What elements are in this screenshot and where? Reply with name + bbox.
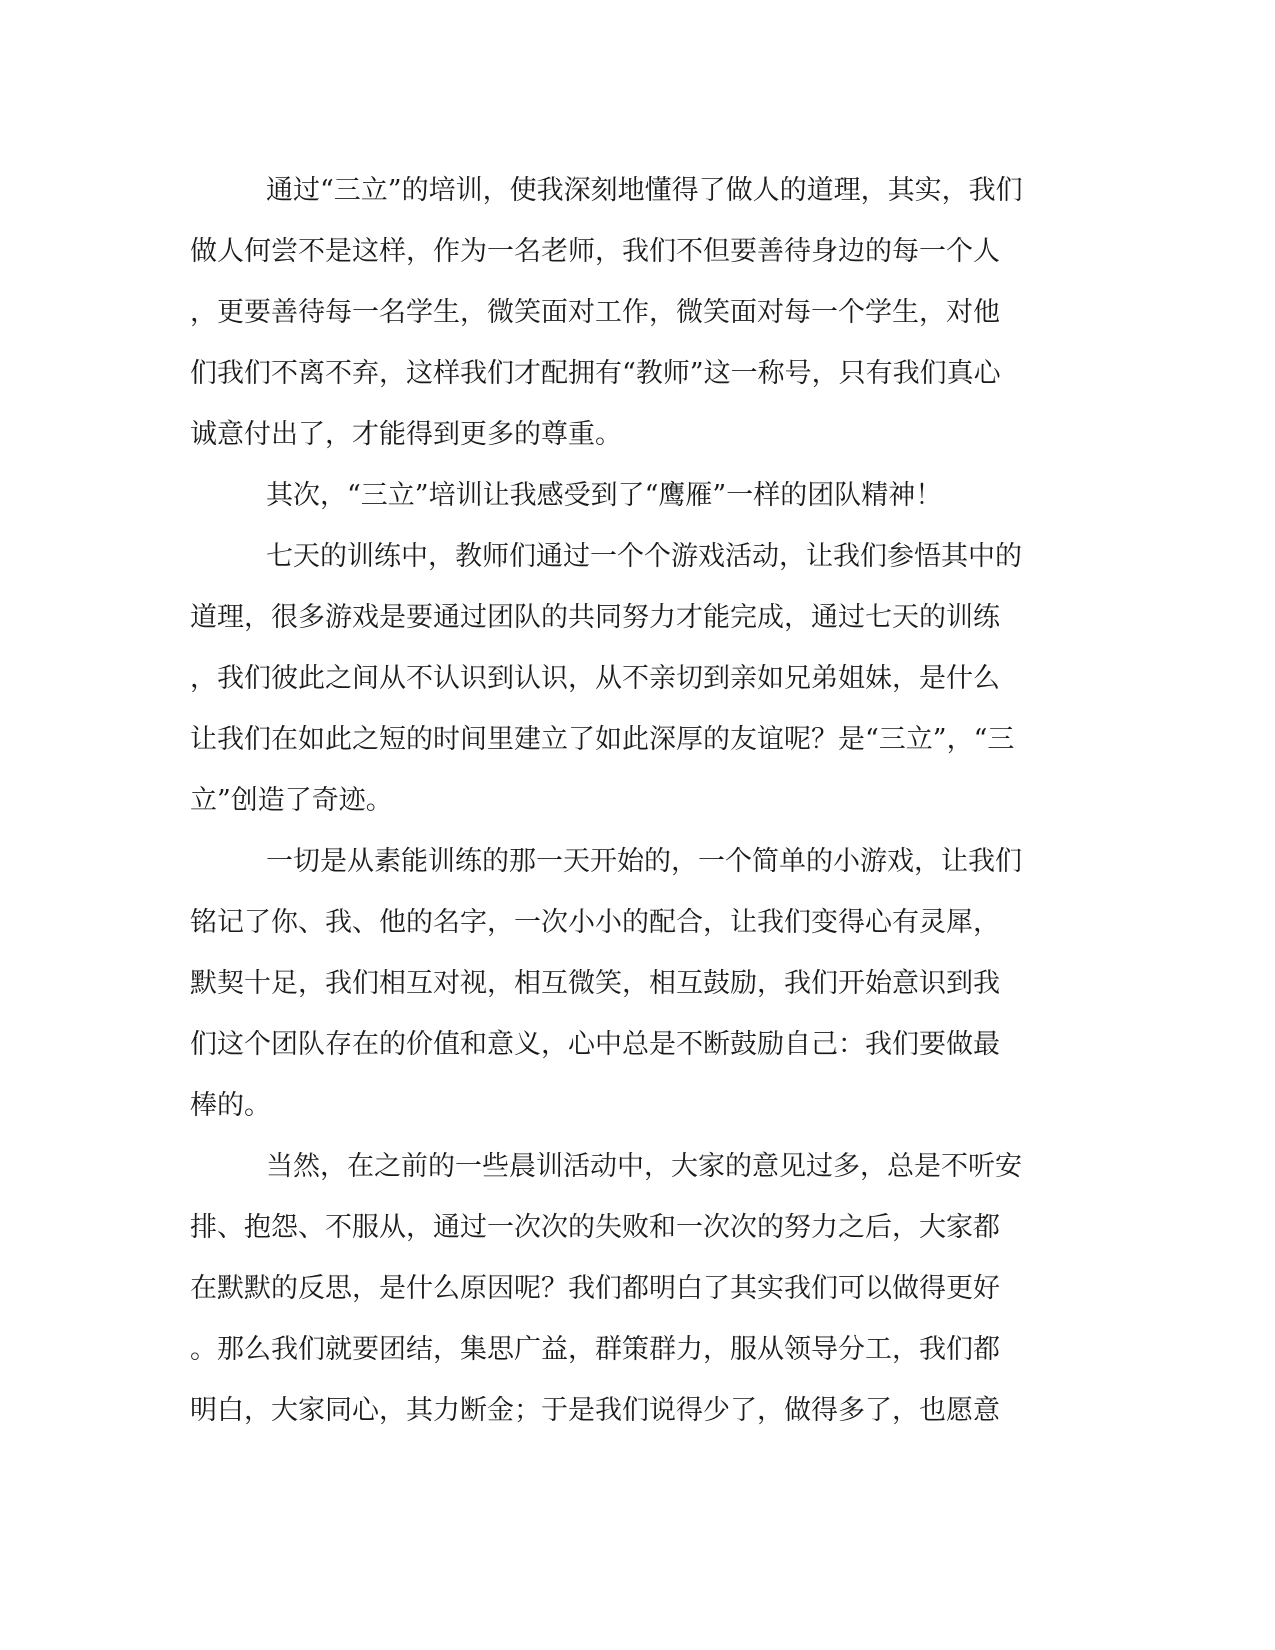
paragraph-5-line-5: 明白，大家同心，其力断金；于是我们说得少了，做得多了，也愿意 <box>190 1395 1000 1426</box>
paragraph-2-line-1: 其次，“三立”培训让我感受到了“鹰雁”一样的团队精神！ <box>266 480 943 511</box>
paragraph-5-line-1: 当然，在之前的一些晨训活动中，大家的意见过多，总是不听安 <box>266 1151 1022 1182</box>
paragraph-1-line-5: 诚意付出了，才能得到更多的尊重。 <box>190 419 622 450</box>
paragraph-3-line-5: 立”创造了奇迹。 <box>190 785 393 816</box>
paragraph-5-line-4: 。那么我们就要团结，集思广益，群策群力，服从领导分工，我们都 <box>190 1334 1000 1365</box>
paragraph-3-line-3: ，我们彼此之间从不认识到认识，从不亲切到亲如兄弟姐妹，是什么 <box>190 663 1000 694</box>
paragraph-4-line-2: 铭记了你、我、他的名字，一次小小的配合，让我们变得心有灵犀， <box>190 907 1000 938</box>
paragraph-5-line-3: 在默默的反思，是什么原因呢？我们都明白了其实我们可以做得更好 <box>190 1273 1000 1304</box>
paragraph-1-line-2: 做人何尝不是这样，作为一名老师，我们不但要善待身边的每一个人 <box>190 236 1000 267</box>
paragraph-3-line-1: 七天的训练中，教师们通过一个个游戏活动，让我们参悟其中的 <box>266 541 1022 572</box>
paragraph-4-line-4: 们这个团队存在的价值和意义，心中总是不断鼓励自己：我们要做最 <box>190 1029 1000 1060</box>
paragraph-4-line-1: 一切是从素能训练的那一天开始的，一个简单的小游戏，让我们 <box>266 846 1022 877</box>
paragraph-3-line-2: 道理，很多游戏是要通过团队的共同努力才能完成，通过七天的训练 <box>190 602 1000 633</box>
paragraph-1-line-4: 们我们不离不弃，这样我们才配拥有“教师”这一称号，只有我们真心 <box>190 358 1001 389</box>
paragraph-1-line-3: ，更要善待每一名学生，微笑面对工作，微笑面对每一个学生，对他 <box>190 297 1000 328</box>
paragraph-1-line-1: 通过“三立”的培训，使我深刻地懂得了做人的道理，其实，我们 <box>266 175 1023 206</box>
body-text <box>190 160 1090 1441</box>
paragraph-3-line-4: 让我们在如此之短的时间里建立了如此深厚的友谊呢？是“三立”，“三 <box>190 724 1015 755</box>
paragraph-4-line-3: 默契十足，我们相互对视，相互微笑，相互鼓励，我们开始意识到我 <box>190 968 1000 999</box>
paragraph-4-line-5: 棒的。 <box>190 1090 271 1121</box>
paragraph-5-line-2: 排、抱怨、不服从，通过一次次的失败和一次次的努力之后，大家都 <box>190 1212 1000 1243</box>
